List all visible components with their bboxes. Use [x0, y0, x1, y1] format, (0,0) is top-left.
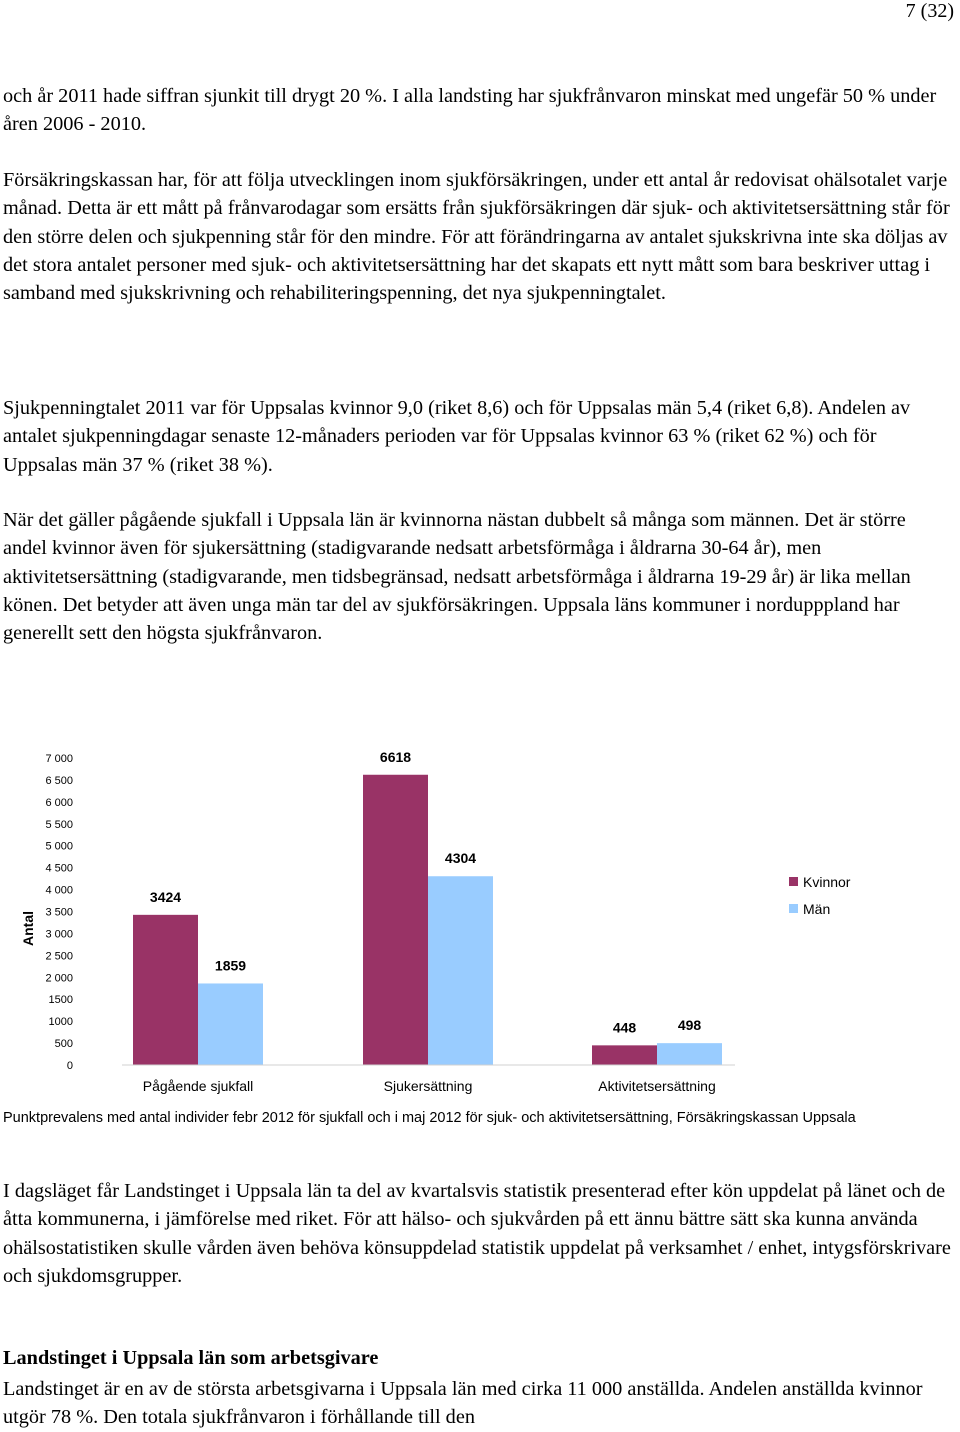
y-tick-label: 2 500 — [45, 950, 73, 963]
legend-swatch — [789, 904, 798, 913]
paragraph-6: Landstinget är en av de största arbetsgivarna i Uppsala län med cirka 11 000 anställda. Andelen anställda kvinnor utgör 78 %. Den totala sjukfrånvaron i förhållande till den — [3, 1378, 923, 1429]
page-number: 7 (32) — [905, 0, 954, 22]
y-tick-label: 3 500 — [45, 906, 73, 919]
data-label: 6618 — [379, 748, 412, 765]
paragraph-3: Sjukpenningtalet 2011 var för Uppsalas kvinnor 9,0 (riket 8,6) och för Uppsalas män 5,4 (riket 6,8). Andelen av antalet sjukpenningdagar senaste 12-månaders perioden var för Uppsalas kvinnor 63 % (riket 62 %) och för Uppsalas män 37 % (riket 38 %). — [3, 397, 911, 476]
legend-label: Män — [803, 901, 831, 917]
paragraph-1: och år 2011 hade siffran sjunkit till drygt 20 %. I alla landsting har sjukfrånvaron minskat med ungefär 50 % under åren 2006 - 2010. — [3, 85, 937, 136]
y-tick-label: 3 000 — [45, 928, 73, 941]
chart-svg — [0, 740, 960, 1110]
y-tick-label: 0 — [66, 1060, 73, 1072]
y-tick-label: 6 500 — [45, 774, 73, 787]
y-tick-label: 6 000 — [45, 796, 73, 809]
bar — [198, 983, 263, 1065]
data-label: 448 — [612, 1019, 637, 1036]
paragraph-2: Försäkringskassan har, för att följa utvecklingen inom sjukförsäkringen, under ett antal år redovisat ohälsotalet varje månad. Detta är ett mått på frånvarodagar som ersätts från sjukförsäkringen där sjuk- och aktivitetsersättning står för den större delen och sjukpenning står för den mindre. För att förändringarna av antalet sjukskrivna inte ska döljas av det stora antalet personer med sjuk- och aktivitetsersättning har det skapats ett nytt mått som bara beskriver uttag i samband med sjukskrivning och rehabiliteringspenning, det nya sjukpenningtalet. — [3, 169, 950, 305]
y-tick-label: 1000 — [48, 1016, 73, 1029]
data-label: 4304 — [444, 850, 477, 867]
y-tick-label: 1500 — [48, 994, 73, 1007]
data-label: 3424 — [149, 888, 182, 905]
y-tick-label: 2 000 — [45, 972, 73, 985]
y-tick-label: 7 000 — [45, 753, 73, 765]
bar — [592, 1045, 657, 1065]
chart-caption: Punktprevalens med antal individer febr 2012 för sjukfall och i maj 2012 för sjuk- och aktivitetsersättning, Försäkringskassan Uppsala — [3, 1110, 856, 1126]
category-label: Pågående sjukfall — [142, 1078, 254, 1094]
bar — [133, 915, 198, 1065]
bar — [428, 876, 493, 1065]
data-label: 498 — [677, 1017, 702, 1034]
y-axis-label: Antal — [20, 911, 36, 946]
bar — [657, 1043, 722, 1065]
y-tick-label: 4 500 — [45, 862, 73, 875]
y-tick-label: 4 000 — [45, 884, 73, 897]
y-tick-label: 5 500 — [45, 818, 73, 831]
section-heading: Landstinget i Uppsala län som arbetsgivare — [3, 1347, 379, 1369]
legend-swatch — [789, 877, 798, 886]
bar — [363, 775, 428, 1065]
data-label: 1859 — [214, 957, 247, 974]
category-label: Sjukersättning — [383, 1078, 473, 1094]
paragraph-5: I dagsläget får Landstinget i Uppsala län ta del av kvartalsvis statistik presenterad efter kön uppdelat på länet och de åtta kommunerna, i jämförelse med riket. För att hälso- och sjukvården på ett ännu bättre sätt ska kunna använda ohälsostatistiken skulle vården även behöva könsuppdelad statistik uppdelat på verksamhet / enhet, intygsförskrivare och sjukdomsgrupper. — [3, 1180, 951, 1287]
y-tick-label: 500 — [54, 1038, 73, 1051]
paragraph-4: När det gäller pågående sjukfall i Uppsala län är kvinnorna nästan dubbelt så många som männen. Det är större andel kvinnor även för sjukersättning (stadigvarande nedsatt arbetsförmåga i åldrarna 30-64 år), men aktivitetsersättning (stadigvarande, men tidsbegränsad, nedsatt arbetsförmåga i åldrarna 19-29 år) är lika mellan könen. Det betyder att även unga män tar del av sjukförsäkringen. Uppsala läns kommuner i nordupppland har generellt sett den högsta sjukfrånvaron. — [3, 509, 911, 645]
category-label: Aktivitetsersättning — [598, 1078, 716, 1094]
bar-chart — [0, 740, 960, 1110]
y-tick-label: 5 000 — [45, 840, 73, 853]
legend-label: Kvinnor — [803, 874, 851, 890]
